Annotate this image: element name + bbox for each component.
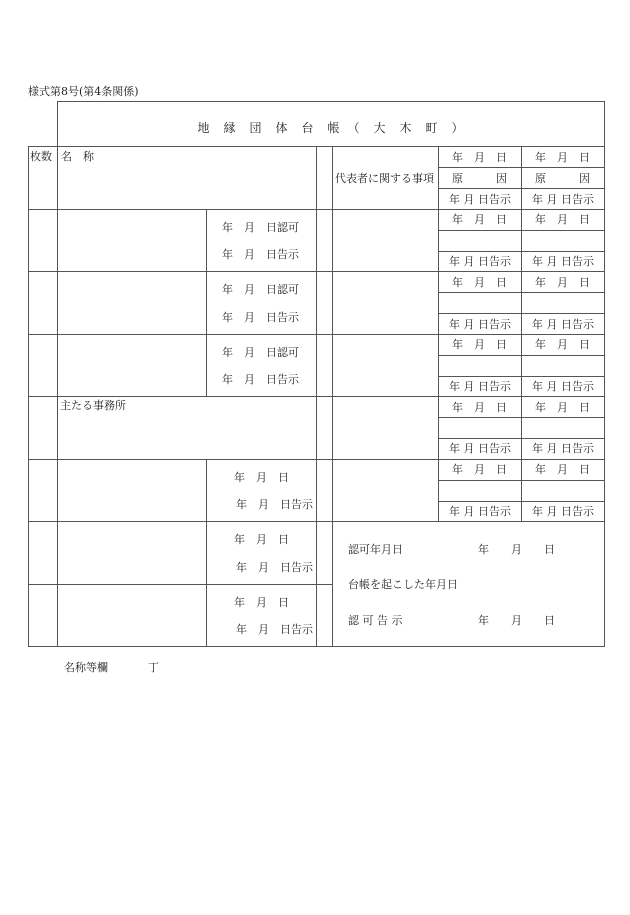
page-title: 地 縁 団 体 台 帳 （ 大 木 町 ） — [197, 121, 465, 135]
rep-notice: 年 月 日告示 — [449, 318, 511, 331]
ledger-date-label: 台帳を起こした年月日 — [348, 578, 458, 591]
rep-notice: 年 月 日告示 — [532, 318, 594, 331]
rep-date: 年 月 日 — [535, 276, 590, 289]
entry-notice: 年 月 日告示 — [236, 498, 313, 511]
footer-unit: 丁 — [148, 661, 159, 674]
rep-notice: 年 月 日告示 — [532, 380, 594, 393]
approval-notice-value: 年 月 日 — [478, 614, 555, 627]
entry-date: 年 月 日 — [234, 471, 289, 484]
rep-notice: 年 月 日告示 — [532, 505, 594, 518]
approval-date: 年 月 日認可 — [222, 221, 299, 234]
rep-notice: 年 月 日告示 — [449, 255, 511, 268]
rep-date: 年 月 日 — [535, 401, 590, 414]
rep-reason-1: 原 因 — [452, 172, 507, 185]
rep-date: 年 月 日 — [535, 338, 590, 351]
entry-notice: 年 月 日告示 — [236, 623, 313, 636]
approval-date: 年 月 日認可 — [222, 283, 299, 296]
form-reference: 様式第8号(第4条関係) — [28, 85, 139, 98]
notice-date: 年 月 日告示 — [222, 373, 299, 386]
rep-date: 年 月 日 — [535, 213, 590, 226]
entry-date: 年 月 日 — [234, 596, 289, 609]
entry-date: 年 月 日 — [234, 533, 289, 546]
representative-header: 代表者に関する事項 — [335, 172, 434, 185]
rep-notice: 年 月 日告示 — [449, 380, 511, 393]
approval-date-value: 年 月 日 — [478, 543, 555, 556]
rep-notice: 年 月 日告示 — [532, 442, 594, 455]
rep-date: 年 月 日 — [452, 213, 507, 226]
rep-reason-2: 原 因 — [535, 172, 590, 185]
notice-date: 年 月 日告示 — [222, 311, 299, 324]
name-header: 名 称 — [61, 150, 94, 163]
office-label: 主たる事務所 — [60, 399, 126, 412]
rep-notice: 年 月 日告示 — [449, 505, 511, 518]
notice-date: 年 月 日告示 — [222, 248, 299, 261]
rep-date: 年 月 日 — [452, 401, 507, 414]
rep-date: 年 月 日 — [452, 338, 507, 351]
approval-date-label: 認可年月日 — [348, 543, 403, 556]
rep-date: 年 月 日 — [535, 463, 590, 476]
count-header: 枚数 — [30, 150, 52, 163]
rep-date-1: 年 月 日 — [452, 151, 507, 164]
rep-notice-1: 年 月 日告示 — [449, 193, 511, 206]
rep-notice: 年 月 日告示 — [532, 255, 594, 268]
footer-label: 名称等欄 — [64, 661, 108, 674]
approval-notice-label: 認 可 告 示 — [348, 614, 403, 627]
rep-notice-2: 年 月 日告示 — [532, 193, 594, 206]
rep-date: 年 月 日 — [452, 463, 507, 476]
approval-date: 年 月 日認可 — [222, 346, 299, 359]
rep-date-2: 年 月 日 — [535, 151, 590, 164]
rep-notice: 年 月 日告示 — [449, 442, 511, 455]
rep-date: 年 月 日 — [452, 276, 507, 289]
entry-notice: 年 月 日告示 — [236, 561, 313, 574]
